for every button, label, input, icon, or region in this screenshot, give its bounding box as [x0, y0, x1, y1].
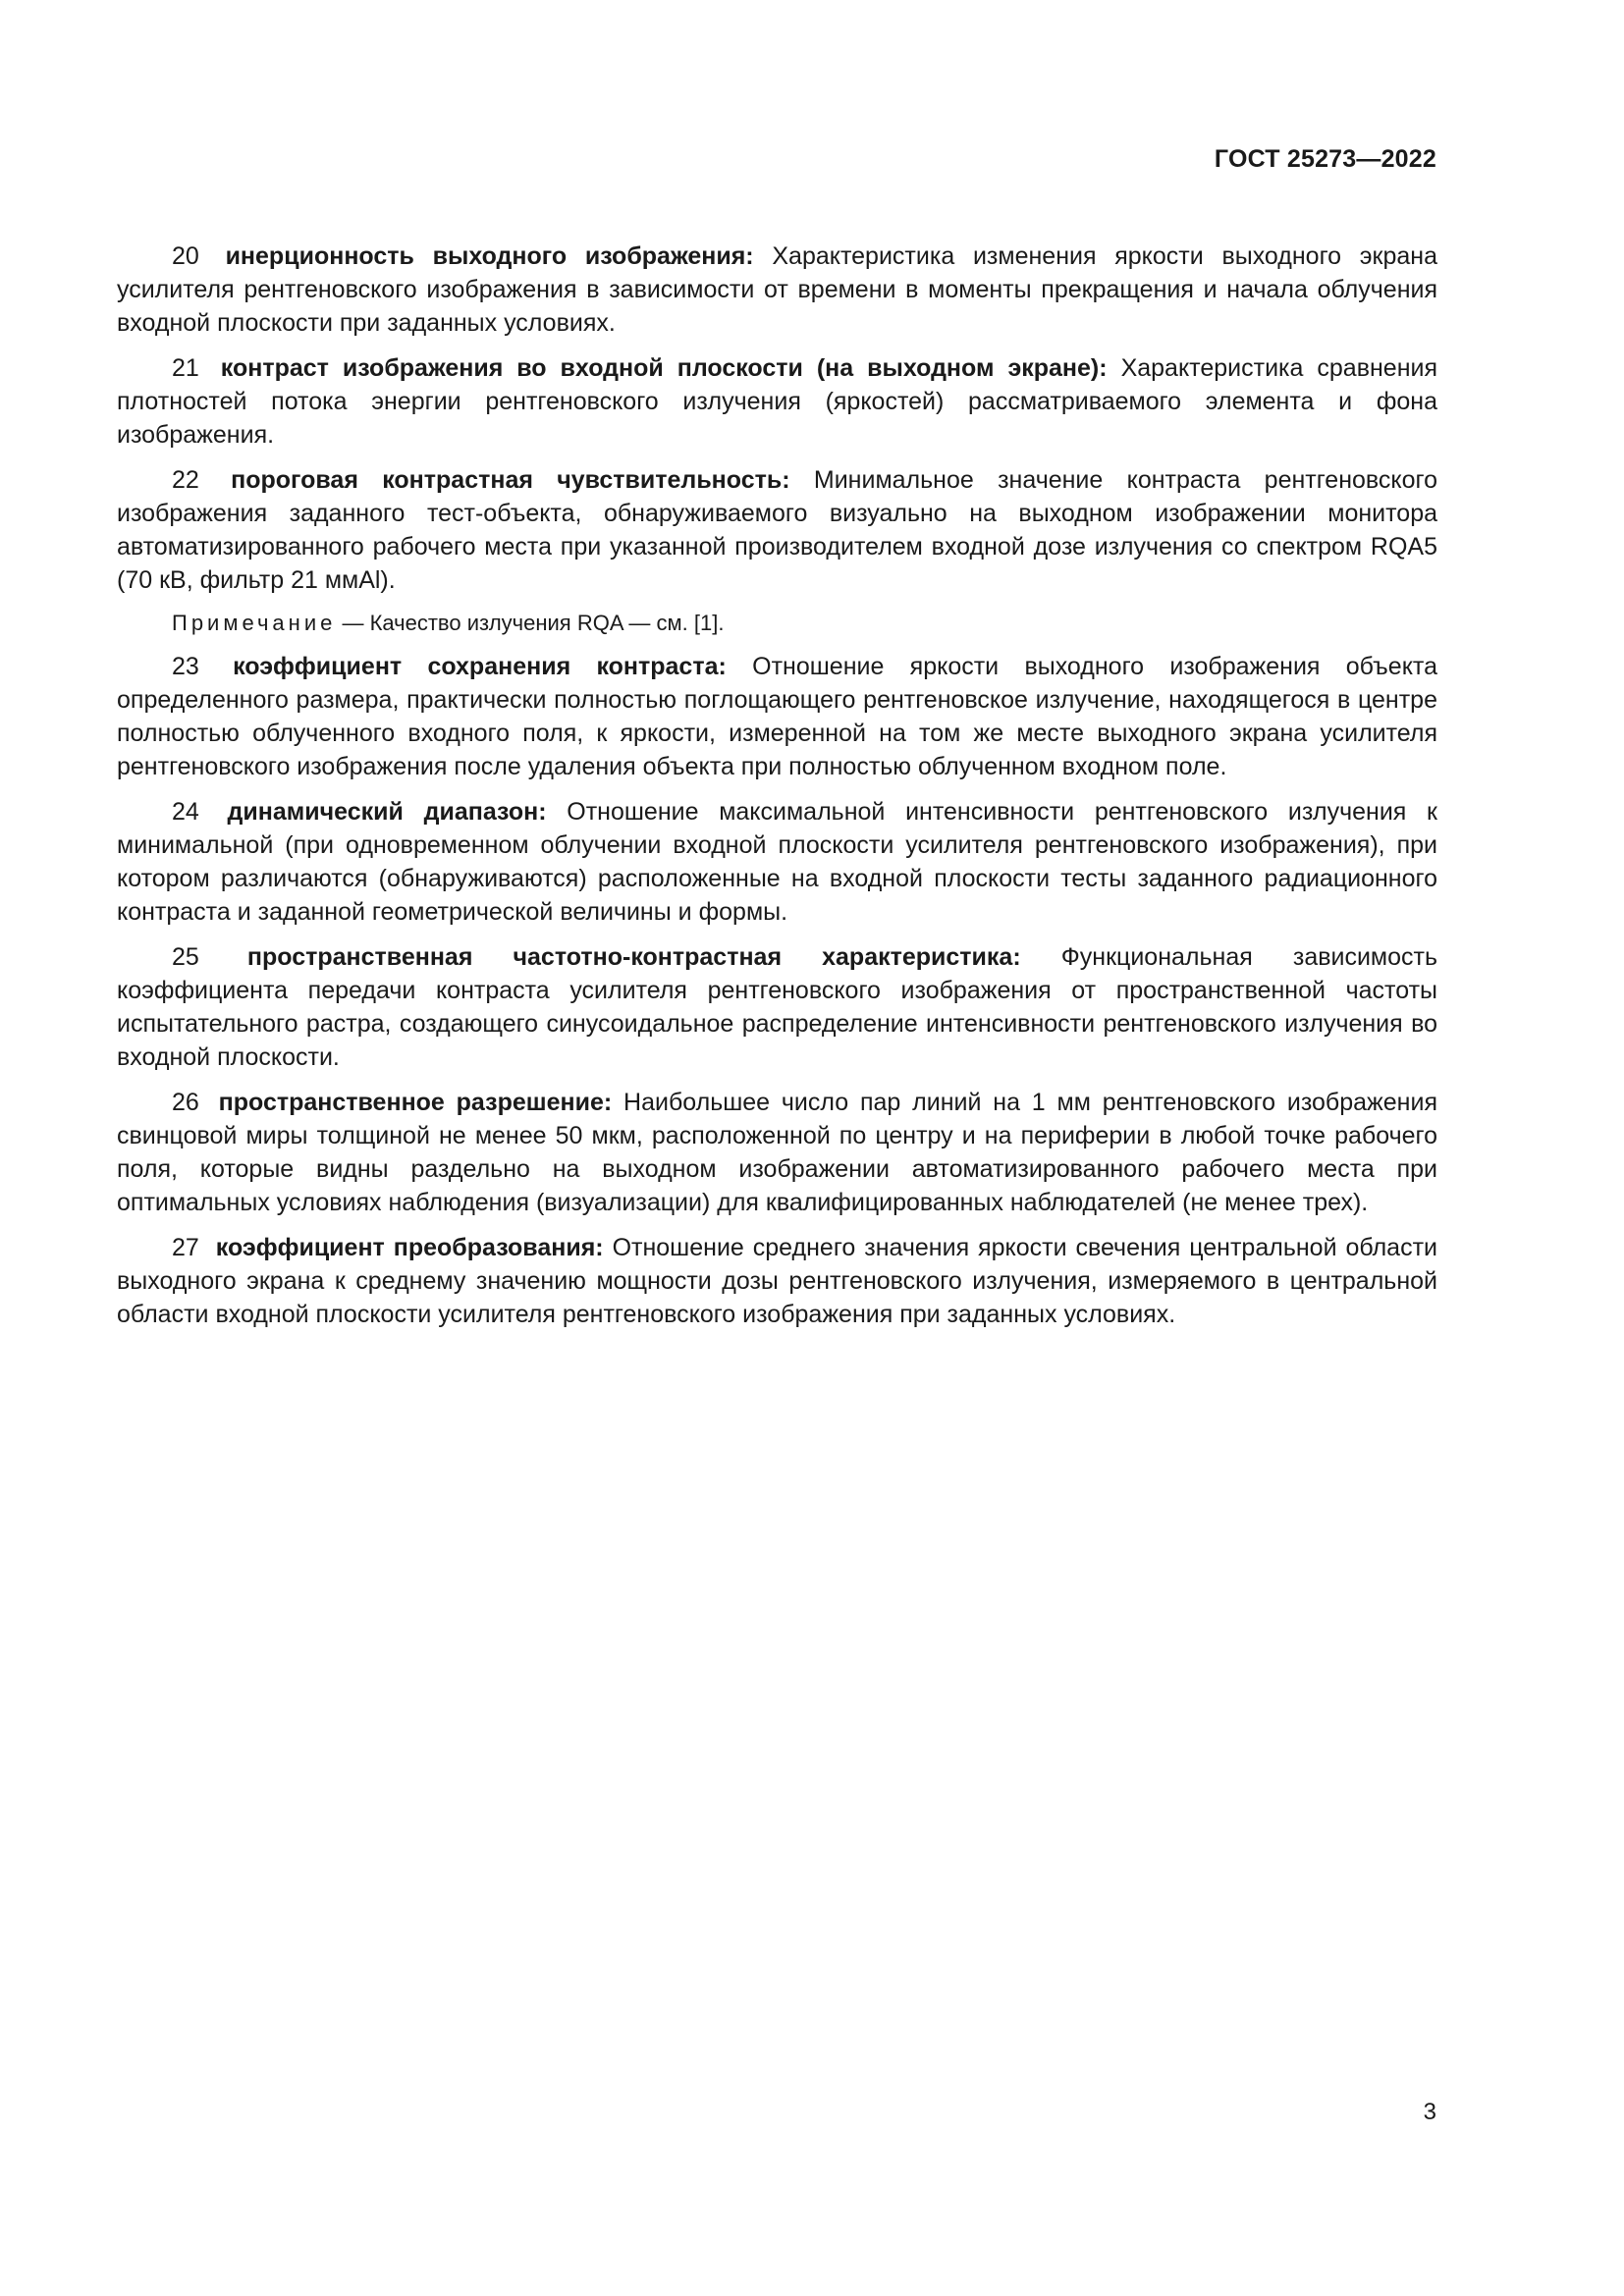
term-entry-27 — [117, 1231, 1437, 1331]
term-definition: Наибольшее число пар линий на 1 мм рентгеновского изображения свинцовой миры толщиной не менее 50 мкм, расположенной по центру и на периферии в любой точке рабочего поля, которые видны раздельно на выходном изображении автоматизированного рабочего места при оптимальных условиях наблюдения (визуализации) для квалифицированных наблюдателей (не менее трех). — [117, 1089, 1437, 1216]
term-entry-20 — [117, 240, 1437, 340]
term-entry-21 — [117, 351, 1437, 452]
term-number: 27 — [172, 1234, 199, 1261]
term-entry-22 — [117, 463, 1437, 597]
term-title: коэффициент преобразования: — [215, 1234, 604, 1261]
term-definition: Минимальное значение контраста рентгеновского изображения заданного тест-объекта, обнаруживаемого визуально на выходном изображении монитора автоматизированного рабочего места при указанной производителем входной дозе излучения со спектром RQA5 (70 кВ, фильтр 21 ммAl). — [117, 466, 1438, 594]
note-label: Примечание — [172, 611, 337, 635]
term-entry-25 — [117, 940, 1437, 1074]
term-title: пространственная частотно-контрастная характеристика: — [246, 943, 1021, 971]
term-title: пороговая контрастная чувствительность: — [231, 466, 790, 494]
term-definition: Характеристика сравнения плотностей потока энергии рентгеновского излучения (яркостей) рассматриваемого элемента и фона изображения. — [117, 354, 1438, 449]
term-definition: Характеристика изменения яркости выходного экрана усилителя рентгеновского изображения в зависимости от времени в моменты прекращения и начала облучения входной плоскости при заданных условиях. — [117, 242, 1437, 337]
term-title: динамический диапазон: — [227, 798, 547, 826]
note-text: — Качество излучения RQA — см. [1]. — [342, 611, 725, 635]
term-title: пространственное разрешение: — [218, 1089, 613, 1116]
term-entry-26 — [117, 1086, 1437, 1219]
term-number: 21 — [172, 354, 199, 382]
term-entry-24 — [117, 795, 1437, 929]
term-definition: Отношение яркости выходного изображения объекта определенного размера, практически полностью поглощающего рентгеновское излучение, находящегося в центре полностью облученного входного поля, к яркости, измеренной на том же месте выходного экрана усилителя рентгеновского изображения после удаления объекта при полностью облученном входном поле. — [117, 653, 1437, 780]
term-definition: Отношение среднего значения яркости свечения центральной области выходного экрана к среднему значению мощности дозы рентгеновского излучения, измеряемого в центральной области входной плоскости усилителя рентгеновского изображения при заданных условиях. — [117, 1234, 1437, 1328]
term-number: 22 — [172, 466, 199, 494]
term-entry-23 — [117, 650, 1437, 783]
standard-code-header: ГОСТ 25273—2022 — [1214, 145, 1436, 173]
page-number: 3 — [1423, 2099, 1436, 2125]
term-title: инерционность выходного изображения: — [225, 242, 754, 270]
term-number: 23 — [172, 653, 199, 680]
term-title: контраст изображения во входной плоскости (на выходном экране): — [220, 354, 1108, 382]
term-number: 24 — [172, 798, 199, 826]
term-number: 26 — [172, 1089, 199, 1116]
note-paragraph — [117, 609, 1437, 638]
term-number: 20 — [172, 242, 199, 270]
term-definition: Функциональная зависимость коэффициента передачи контраста усилителя рентгеновского изображения от пространственной частоты испытательного растра, создающего синусоидальное распределение интенсивности рентгеновского излучения во входной плоскости. — [117, 943, 1437, 1071]
terms-content — [117, 240, 1437, 1343]
term-definition: Отношение максимальной интенсивности рентгеновского излучения к минимальной (при одновременном облучении входной плоскости усилителя рентгеновского изображения), при котором различаются (обнаруживаются) расположенные на входной плоскости тесты заданного радиационного контраста и заданной геометрической величины и формы. — [117, 798, 1437, 926]
term-number: 25 — [172, 943, 199, 971]
term-title: коэффициент сохранения контраста: — [233, 653, 727, 680]
